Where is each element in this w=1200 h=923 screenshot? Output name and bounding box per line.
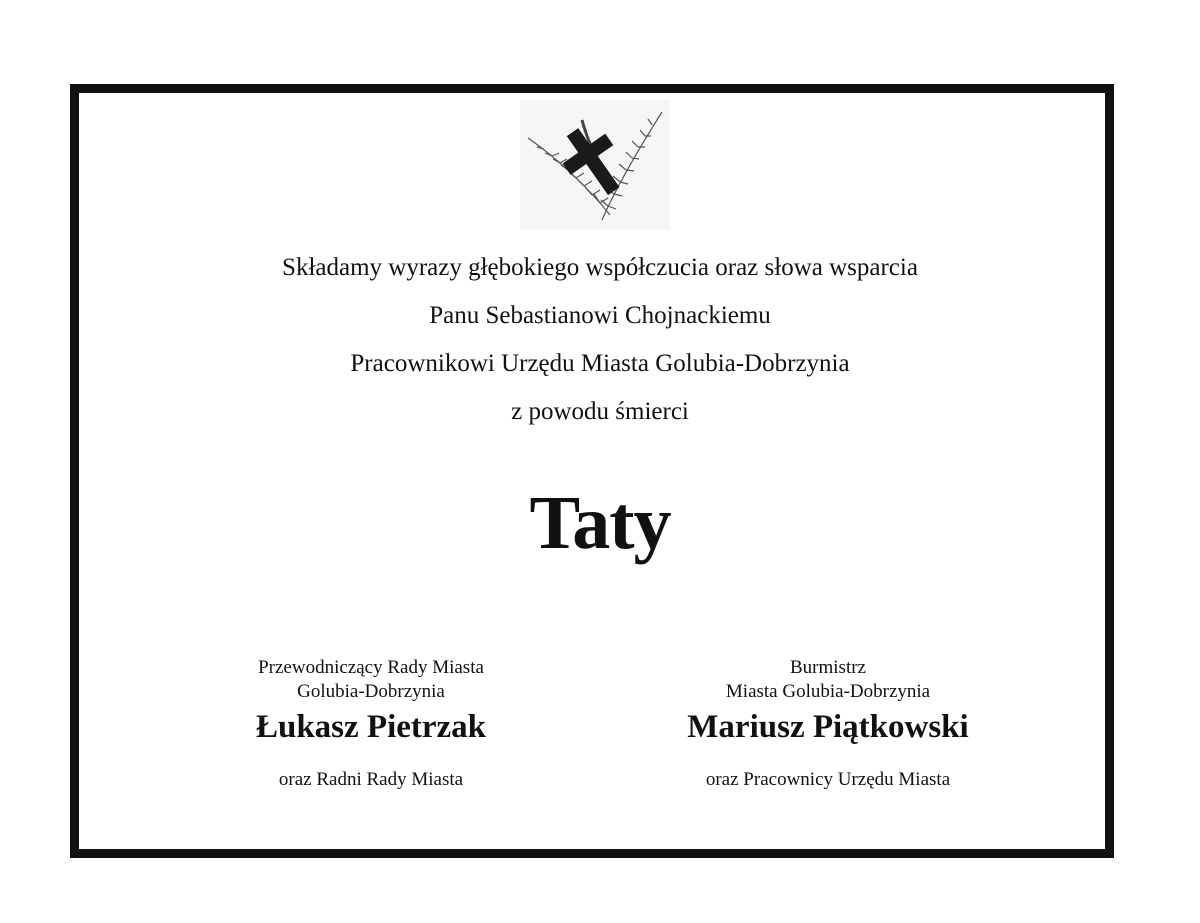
signatory-role: Przewodniczący Rady Miasta [258, 657, 484, 678]
signatory-name: Mariusz Piątkowski [687, 709, 969, 745]
recipient-name: Panu Sebastianowi Chojnackiemu [429, 302, 771, 329]
signatory-note: oraz Pracownicy Urzędu Miasta [705, 769, 951, 790]
signatory-role-city: Miasta Golubia-Dobrzynia [725, 681, 931, 702]
cross-with-ferns-icon [520, 100, 670, 230]
recipient-position: Pracownikowi Urzędu Miasta Golubia-Dobrzynia [350, 350, 850, 377]
deceased-relation: Taty [529, 481, 671, 565]
signatory-role: Burmistrz [790, 657, 866, 678]
reason-line: z powodu śmierci [511, 398, 689, 425]
signatory-note: oraz Radni Rady Miasta [278, 769, 464, 790]
signatory-role-city: Golubia-Dobrzynia [297, 681, 445, 702]
signatory-name: Łukasz Pietrzak [255, 709, 487, 745]
condolence-line-1: Składamy wyrazy głębokiego współczucia oraz słowa wsparcia [282, 254, 918, 281]
